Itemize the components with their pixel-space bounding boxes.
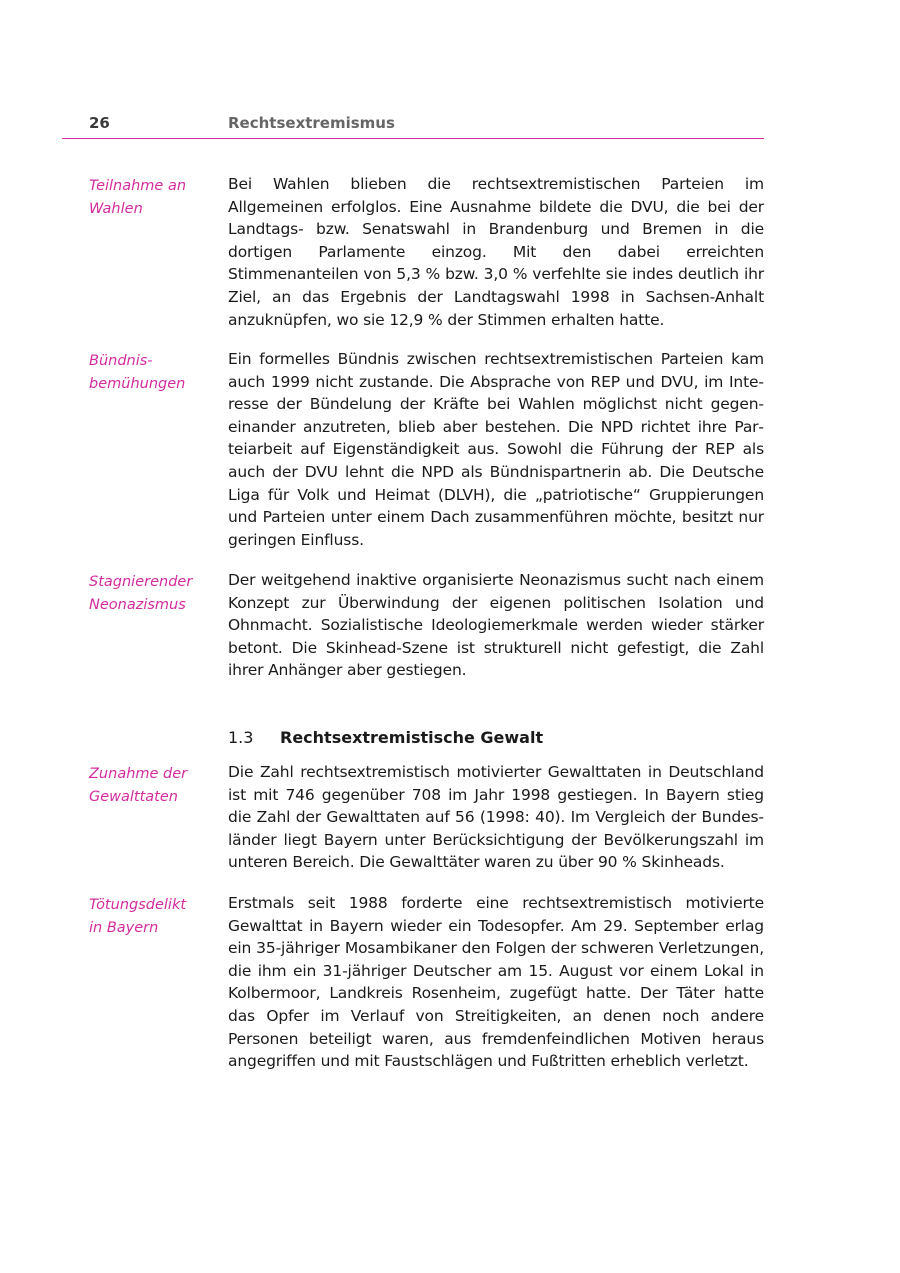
margin-note: Teilnahme an Wahlen [89,178,187,217]
margin-note: Stagnierender Neonazismus [89,574,193,613]
page-number: 26 [89,114,110,132]
page-header [62,114,764,139]
paragraph: Ein formelles Bündnis zwischen rechtsextremistischen Parteien kam auch 1999 nicht zustande. Die Absprache von REP und DVU, im Interesse der Bündelung der Kräfte bei Wahlen möglichst nicht gegeneinander anzutreten, blieb aber bestehen. Die NPD richtet ihre Parteiarbeit auf Eigenständigkeit aus. Sowohl die Führung der REP als auch der DVU lehnt die NPD als Bündnispartnerin ab. Die Deutsche Liga für Volk und Heimat (DLVH), die „patriotische“ Gruppierungen und Parteien unter einem Dach zusammenführen möchte, besitzt nur geringen Einfluss. [228,350,764,549]
section-heading [228,728,543,747]
margin-note: Zunahme der Gewalttaten [89,766,188,805]
margin-note: Tötungsdelikt in Bayern [89,897,187,936]
paragraph: Die Zahl rechtsextremistisch motivierter Gewalttaten in Deutschland ist mit 746 gegenüber 708 im Jahr 1998 gestiegen. In Bayern stieg die Zahl der Gewalttaten auf 56 (1998: 40). Im Vergleich der Bundesländer liegt Bayern unter Berücksichtigung der Bevölkerungszahl im unteren Bereich. Die Gewalttäter waren zu über 90 % Skinheads. [228,763,764,872]
paragraph: Der weitgehend inaktive organisierte Neonazismus sucht nach einem Konzept zur Überwindung der eigenen politischen Isolation und Ohnmacht. Sozialistische Ideologiemerkmale werden wieder stärker betont. Die Skinhead-Szene ist strukturell nicht gefestigt, die Zahl ihrer Anhänger aber gestiegen. [228,571,764,680]
paragraph: Bei Wahlen blieben die rechtsextremistischen Parteien im Allgemeinen erfolglos. Eine Ausnahme bildete die DVU, die bei der Landtags- bzw. Senatswahl in Brandenburg und Bremen in die dortigen Parlamente einzog. Mit den dabei erreichten Stimmenanteilen von 5,3 % bzw. 3,0 % verfehlte sie indes deutlich ihr Ziel, an das Ergebnis der Landtagswahl 1998 in Sachsen-Anhalt anzuknüpfen, wo sie 12,9 % der Stimmen erhalten hatte. [228,175,764,329]
section-title: Rechtsextremistische Gewalt [280,728,544,747]
paragraph: Erstmals seit 1988 forderte eine rechtsextremistisch motivierte Gewalttat in Bayern wieder ein Todesopfer. Am 29. September erlag ein 35-jähriger Mosambikaner den Folgen der schweren Verletzungen, die ihm ein 31-jähriger Deutscher am 15. August vor einem Lokal in Kolbermoor, Landkreis Rosenheim, zugefügt hatte. Der Täter hatte das Opfer im Verlauf von Streitigkeiten, an denen noch andere Personen beteiligt waren, aus fremdenfeindlichen Motiven heraus angegriffen und mit Faustschlägen und Fußtritten erheblich verletzt. [228,894,764,1071]
margin-note: Bündnis- bemühungen [89,353,186,392]
section-number: 1.3 [228,728,254,747]
running-title: Rechtsextremismus [228,114,395,132]
